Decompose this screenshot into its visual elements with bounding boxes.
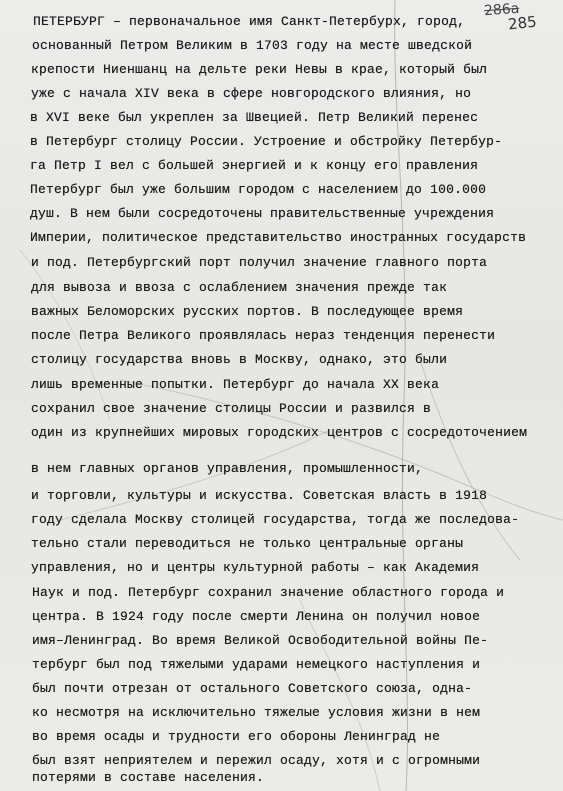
text-line: один из крупнейших мировых городских центров с сосредоточением	[31, 425, 528, 440]
text-line: основанный Петром Великим в 1703 году на месте шведской	[32, 38, 473, 53]
text-line: тербург был под тяжелыми ударами немецкого наступления и	[32, 657, 481, 672]
text-line: и под. Петербургский порт получил значение главного порта	[31, 255, 488, 270]
text-line: управления, но и центры культурной работы – как Академия	[31, 560, 480, 575]
text-line: был почти отрезан от остального Советского союза, одна-	[32, 681, 473, 696]
text-line: году сделала Москву столицей государства, тогда же последова-	[31, 512, 520, 527]
text-line: душ. В нем были сосредоточены правительственные учреждения	[30, 206, 495, 221]
text-line: важных Беломорских русских портов. В последующее время	[31, 304, 464, 319]
text-line: Наук и под. Петербург сохранил значение областного города и	[32, 585, 505, 600]
text-line: тельно стали переводиться не только центральные органы	[31, 536, 464, 551]
text-line: центра. В 1924 году после смерти Ленина он получил новое	[32, 609, 481, 624]
text-line: в нем главных органов управления, промышленности,	[31, 461, 424, 476]
text-line: уже с начала XIV века в сфере новгородского влияния, но	[31, 86, 472, 101]
text-line: для вывоза и ввоза с ослаблением значения прежде так	[31, 280, 448, 295]
text-line: сохранил свое значение столицы России и развился в	[31, 401, 432, 416]
text-line: Петербург был уже большим городом с населением до 100.000	[30, 182, 487, 197]
text-line: после Петра Великого проявлялась нераз тенденция перенести	[31, 328, 496, 343]
text-line: крепости Ниеншанц на дельте реки Невы в крае, который был	[31, 62, 488, 77]
text-line: лишь временные попытки. Петербург до начала XX века	[31, 377, 440, 392]
text-line: во время осады и трудности его обороны Ленинград не	[32, 729, 441, 744]
text-line: имя–Ленинград. Во время Великой Освободительной войны Пе-	[32, 633, 489, 648]
text-line: потерями в составе населения.	[32, 770, 265, 785]
text-line: столицу государства вновь в Москву, однако, это были	[31, 352, 448, 367]
page-number: 285	[507, 12, 538, 34]
text-line: га Петр I вел с большей энергией и к концу его правления	[30, 158, 479, 173]
text-line: ПЕТЕРБУРГ – первоначальное имя Санкт-Петербурх, город,	[33, 14, 466, 29]
text-line: был взят неприятелем и пережил осаду, хотя и с огромными	[32, 753, 481, 768]
text-line: Империи, политическое представительство иностранных государств	[30, 230, 527, 245]
text-line: в XVI веке был укреплен за Швецией. Петр Великий перенес	[30, 110, 479, 125]
text-line: в Петербург столицу России. Устроение и обстройку Петербур-	[30, 134, 503, 149]
page-number-crossed: 286а	[483, 0, 520, 20]
text-line: ко несмотря на исключительно тяжелые условия жизни в нем	[32, 705, 481, 720]
text-line: и торговли, культуры и искусства. Советская власть в 1918	[31, 488, 488, 503]
